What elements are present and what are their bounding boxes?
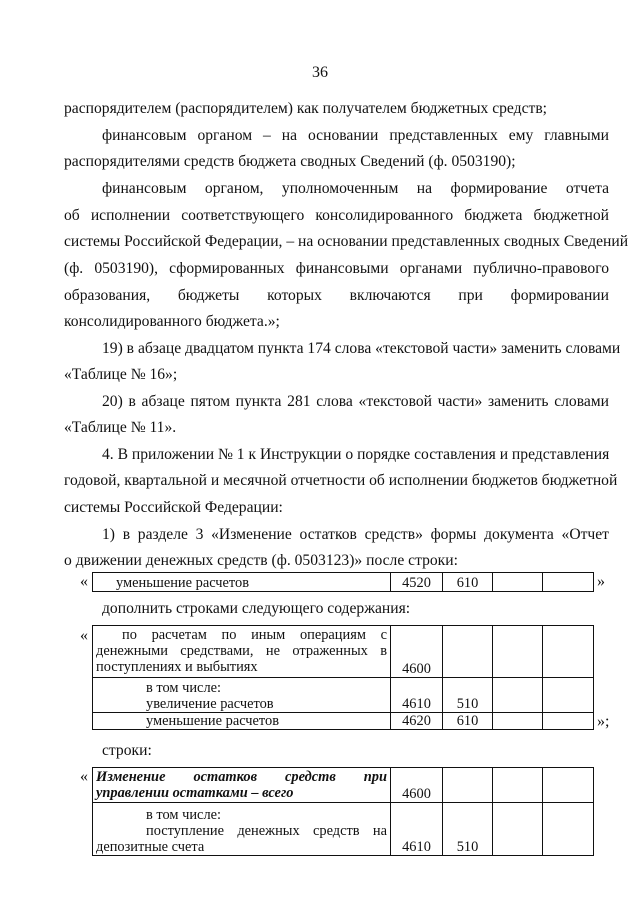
table-row bbox=[93, 678, 594, 713]
row-name: Изменение остатков средств при управлении остатками – всего bbox=[93, 768, 391, 803]
text-line: 19) в абзаце двадцатом пункта 174 слова «текстовой части» заменить словами bbox=[102, 340, 621, 357]
row-name: уменьшение расчетов bbox=[116, 575, 250, 591]
text-line: строки: bbox=[102, 742, 152, 759]
table-row bbox=[93, 768, 594, 803]
row-name: увеличение расчетов bbox=[146, 696, 274, 712]
table-replacement-rows bbox=[92, 767, 594, 856]
open-quote: « bbox=[80, 573, 88, 590]
row-label: в том числе: bbox=[146, 680, 222, 696]
row-kosgu: 610 bbox=[443, 573, 493, 592]
text-line: «Таблице № 16»; bbox=[64, 366, 178, 383]
close-quote-semicolon: »; bbox=[597, 713, 610, 730]
text-line: финансовым органом – на основании представленных ему главными bbox=[102, 127, 609, 144]
row-kosgu: 610 bbox=[443, 713, 493, 730]
close-quote: » bbox=[597, 573, 605, 590]
table-row bbox=[93, 573, 594, 592]
page-number: 36 bbox=[312, 64, 328, 81]
text-line: годовой, квартальной и месячной отчетности об исполнении бюджетов бюджетной bbox=[64, 472, 618, 489]
row-code: 4610 bbox=[391, 803, 443, 856]
row-code: 4620 bbox=[391, 713, 443, 730]
text-line: 1) в разделе 3 «Изменение остатков средств» формы документа «Отчет bbox=[102, 526, 609, 543]
row-kosgu: 510 bbox=[443, 803, 493, 856]
text-line: об исполнении соответствующего консолидированного бюджета бюджетной bbox=[64, 207, 609, 224]
text-line: образования, бюджеты которых включаются при формировании bbox=[64, 287, 609, 304]
row-code: 4600 bbox=[391, 626, 443, 678]
row-label: в том числе: bbox=[146, 807, 222, 823]
row-code: 4520 bbox=[391, 573, 443, 592]
text-line: распорядителем (распорядителем) как получателем бюджетных средств; bbox=[64, 100, 548, 117]
text-line: 20) в абзаце пятом пункта 281 слова «текстовой части» заменить словами bbox=[102, 393, 609, 410]
text-line: о движении денежных средств (ф. 0503123)» после строки: bbox=[64, 552, 458, 569]
table-added-rows bbox=[92, 625, 594, 730]
table-row bbox=[93, 803, 594, 856]
text-line: дополнить строками следующего содержания: bbox=[102, 600, 411, 617]
row-name: по расчетам по иным операциям с денежными средствами, не отраженных в поступлениях и выбытиях bbox=[93, 626, 391, 678]
row-name: поступление денежных средств на депозитные счета bbox=[96, 823, 387, 855]
table-row bbox=[93, 713, 594, 730]
text-line: (ф. 0503190), сформированных финансовыми органами публично-правового bbox=[64, 260, 609, 277]
text-line: 4. В приложении № 1 к Инструкции о порядке составления и представления bbox=[102, 446, 610, 463]
row-kosgu: 510 bbox=[443, 678, 493, 713]
text-line: системы Российской Федерации: bbox=[64, 499, 283, 516]
text-line: системы Российской Федерации, – на основании представленных сводных Сведений bbox=[64, 233, 629, 250]
open-quote: « bbox=[80, 627, 88, 644]
open-quote: « bbox=[80, 768, 88, 785]
row-code: 4610 bbox=[391, 678, 443, 713]
text-line: «Таблице № 11». bbox=[64, 419, 177, 436]
row-name: уменьшение расчетов bbox=[146, 713, 280, 729]
table-row bbox=[93, 626, 594, 678]
row-code: 4600 bbox=[391, 768, 443, 803]
text-line: консолидированного бюджета.»; bbox=[64, 313, 280, 330]
text-line: распорядителями средств бюджета сводных Сведений (ф. 0503190); bbox=[64, 153, 516, 170]
table-after-row bbox=[92, 572, 594, 592]
text-line: финансовым органом, уполномоченным на формирование отчета bbox=[102, 180, 609, 197]
